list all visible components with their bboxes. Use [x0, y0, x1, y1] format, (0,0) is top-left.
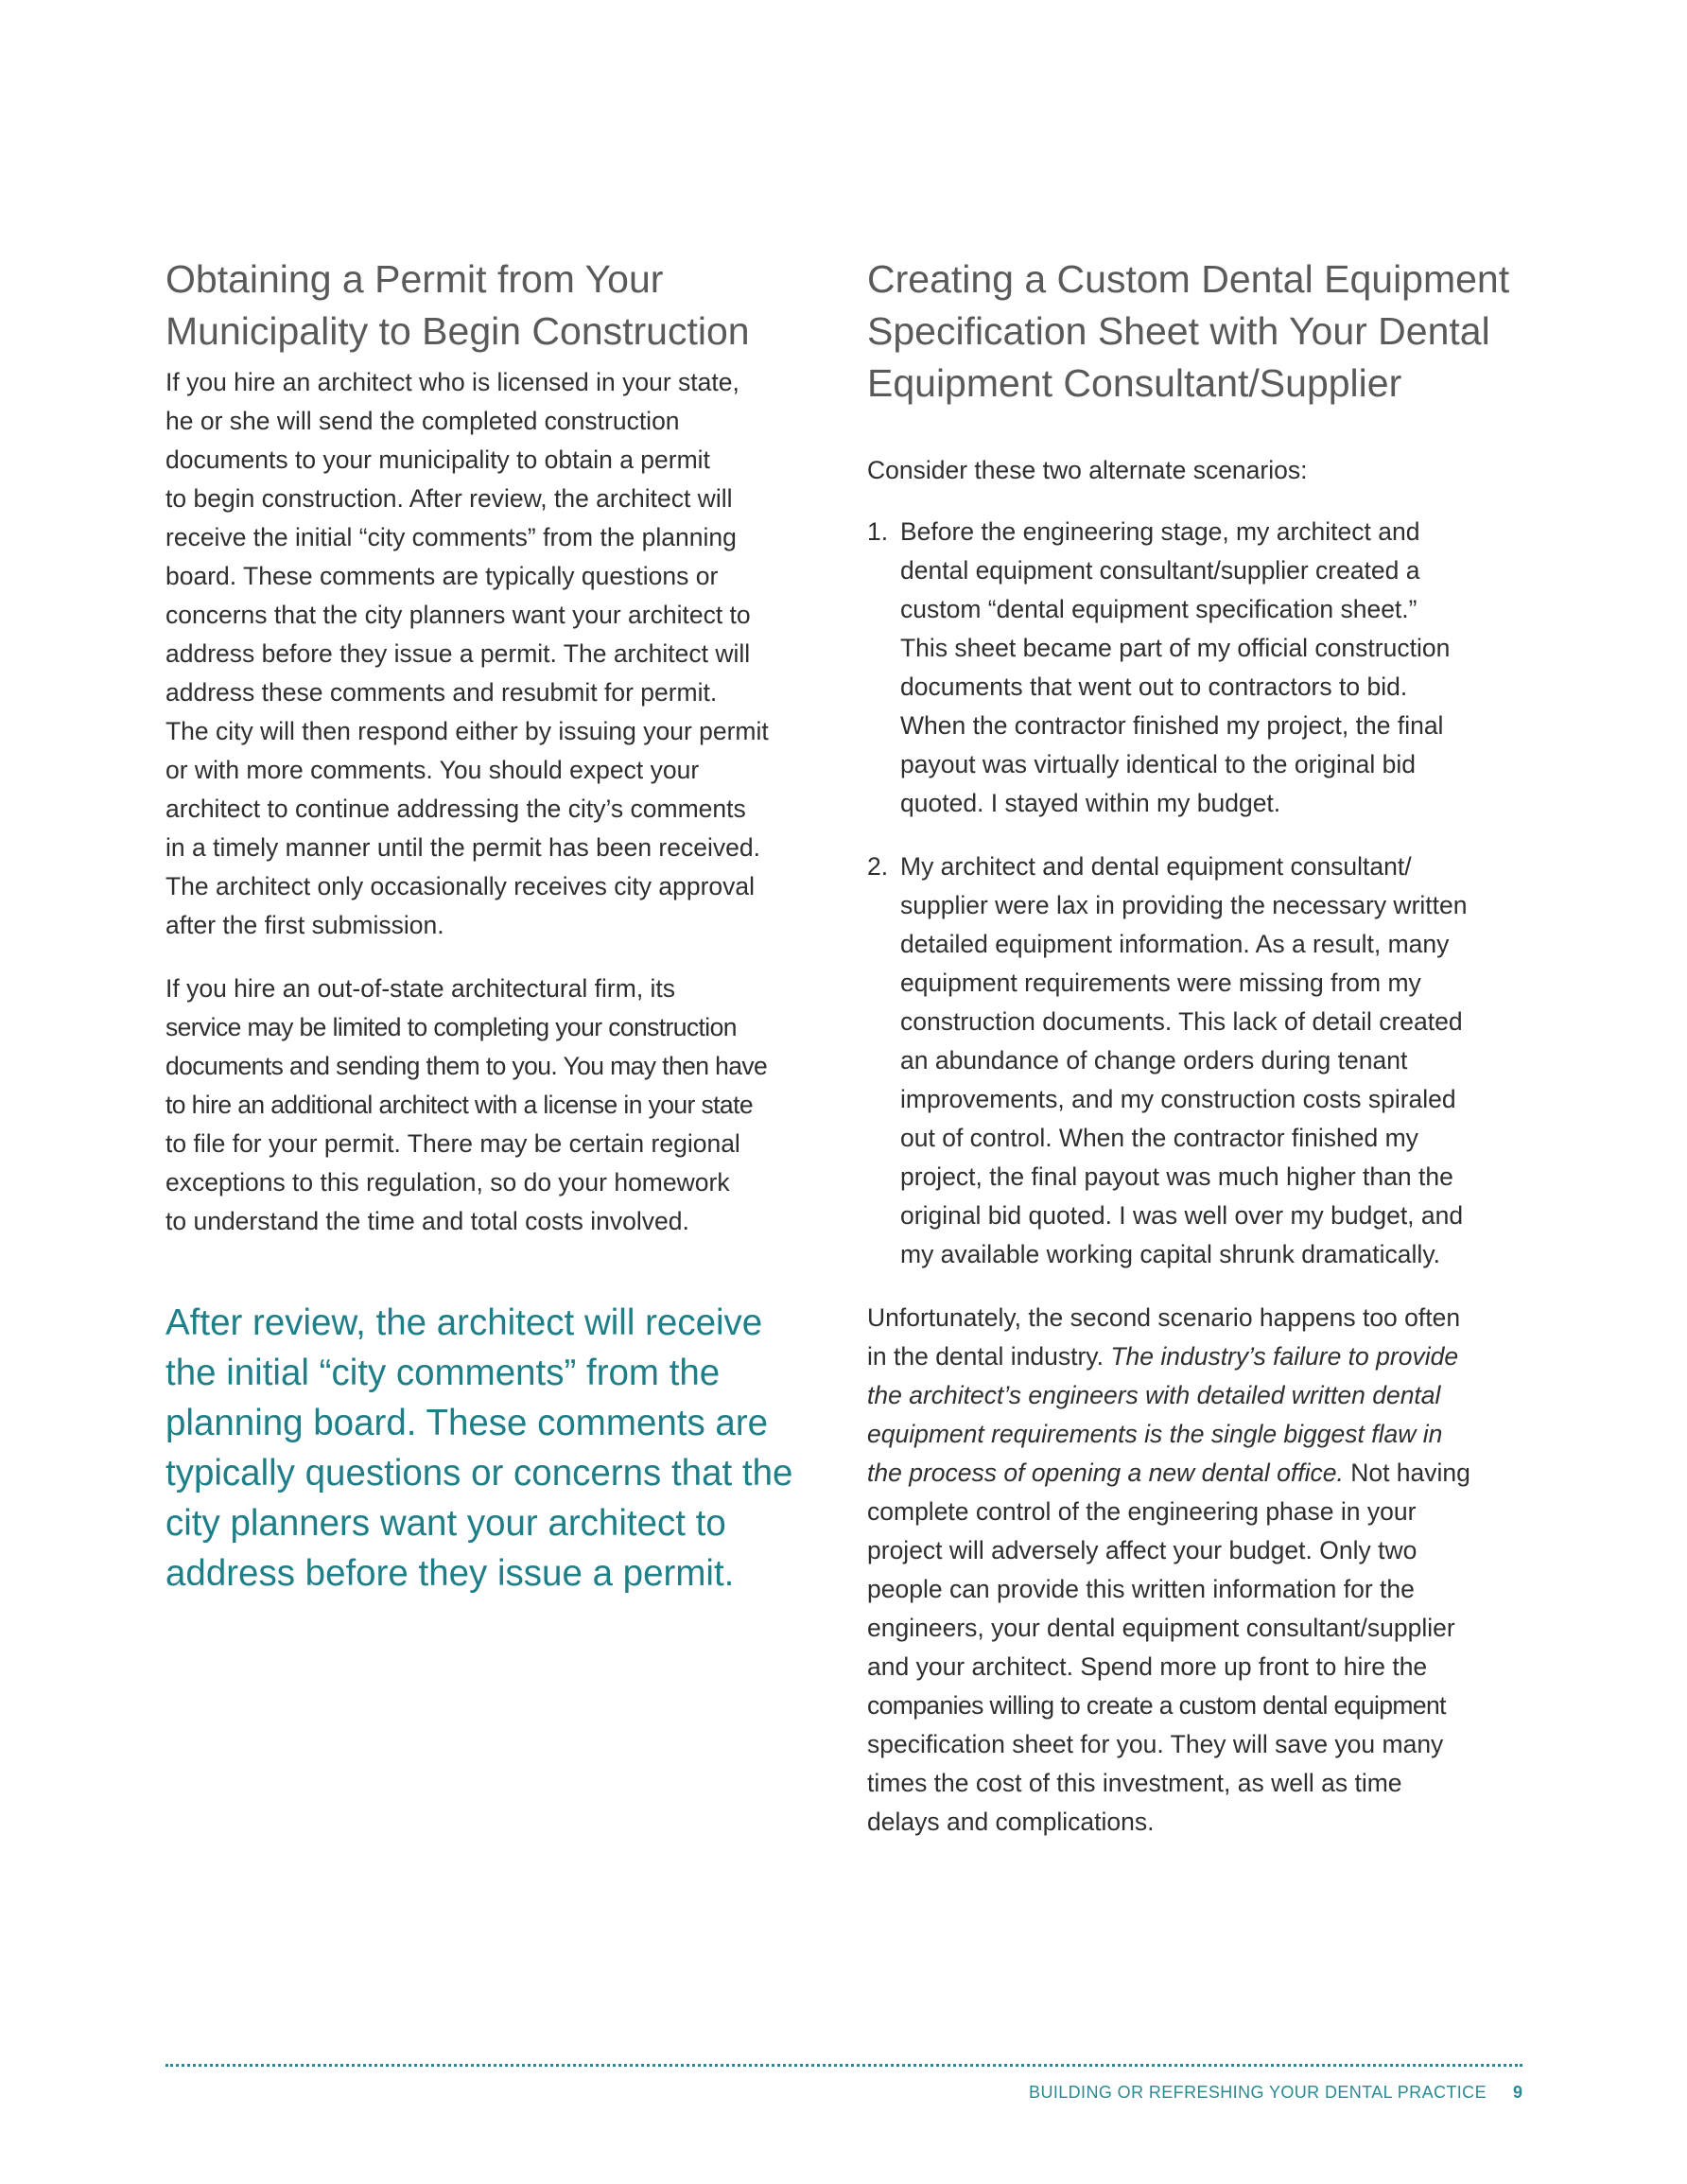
- text-line: after the first submission.: [165, 911, 444, 939]
- text-line: exceptions to this regulation, so do your homework: [165, 1168, 730, 1197]
- text-line: out of control. When the contractor finished my: [900, 1124, 1418, 1152]
- pull-quote: [165, 1298, 827, 1599]
- text-line: detailed equipment information. As a result, many: [900, 930, 1450, 958]
- text-line: engineers, your dental equipment consultant/supplier: [867, 1614, 1455, 1642]
- page-number: 9: [1512, 2083, 1522, 2102]
- text-run: Not having: [1343, 1459, 1470, 1487]
- left-heading: [165, 253, 827, 358]
- page-footer: [1029, 2081, 1522, 2104]
- text-line: This sheet became part of my official construction: [900, 634, 1451, 662]
- conclusion-paragraph: [867, 1299, 1529, 1842]
- text-line: The city will then respond either by issuing your permit: [165, 717, 769, 745]
- text-line: board. These comments are typically questions or: [165, 562, 719, 590]
- text-line: If you hire an out-of-state architectural firm, its: [165, 974, 676, 1003]
- text-line: project, the final payout was much higher than the: [900, 1162, 1453, 1191]
- text-line: service may be limited to completing your construction: [165, 1013, 737, 1041]
- list-item: [867, 513, 1529, 823]
- text-line: My architect and dental equipment consultant/: [900, 852, 1412, 881]
- heading-line: Obtaining a Permit from Your: [165, 257, 664, 301]
- left-column: [165, 253, 827, 1599]
- scenario-list: [867, 513, 1529, 1274]
- heading-line: Specification Sheet with Your Dental: [867, 309, 1490, 353]
- pull-quote-line: the initial “city comments” from the: [165, 1353, 721, 1393]
- heading-line: Equipment Consultant/Supplier: [867, 361, 1402, 405]
- pull-quote-line: planning board. These comments are: [165, 1403, 769, 1443]
- text-line: or with more comments. You should expect your: [165, 756, 700, 784]
- text-line: address before they issue a permit. The architect will: [165, 639, 751, 668]
- permit-paragraph-1: [165, 363, 827, 945]
- list-number: 1.: [867, 517, 889, 546]
- text-line: If you hire an architect who is licensed in your state,: [165, 368, 739, 396]
- text-line: people can provide this written information for the: [867, 1575, 1415, 1603]
- text-line: supplier were lax in providing the necessary written: [900, 891, 1468, 919]
- pull-quote-line: city planners want your architect to: [165, 1503, 726, 1544]
- right-column: [867, 253, 1529, 1842]
- text-line: in a timely manner until the permit has been received.: [165, 833, 760, 862]
- text-line: equipment requirements were missing from my: [900, 969, 1421, 997]
- text-line: When the contractor finished my project, the final: [900, 711, 1444, 740]
- text-line: times the cost of this investment, as well as time: [867, 1769, 1402, 1797]
- text-line: [867, 1454, 1529, 1493]
- text-line: to begin construction. After review, the architect will: [165, 484, 733, 513]
- right-heading: [867, 253, 1529, 410]
- pull-quote-line: typically questions or concerns that the: [165, 1453, 793, 1494]
- heading-line: Creating a Custom Dental Equipment: [867, 257, 1510, 301]
- emphasis-text: the architect’s engineers with detailed written dental: [867, 1381, 1441, 1409]
- text-line: an abundance of change orders during tenant: [900, 1046, 1408, 1075]
- text-line: quoted. I stayed within my budget.: [900, 789, 1281, 817]
- text-line: dental equipment consultant/supplier created a: [900, 556, 1420, 585]
- text-line: Before the engineering stage, my architect and: [900, 517, 1420, 546]
- text-line: project will adversely affect your budget. Only two: [867, 1536, 1417, 1564]
- text-line: receive the initial “city comments” from the planning: [165, 523, 737, 551]
- pull-quote-line: address before they issue a permit.: [165, 1553, 735, 1594]
- text-line: and your architect. Spend more up front to hire the: [867, 1652, 1428, 1681]
- text-line: complete control of the engineering phase in your: [867, 1497, 1417, 1526]
- text-line: to file for your permit. There may be certain regional: [165, 1129, 740, 1158]
- emphasis-text: the process of opening a new dental office.: [867, 1459, 1344, 1487]
- text-line: delays and complications.: [867, 1808, 1155, 1836]
- text-line: custom “dental equipment specification sheet.”: [900, 595, 1417, 623]
- heading-line: Municipality to Begin Construction: [165, 309, 750, 353]
- text-line: companies willing to create a custom dental equipment: [867, 1691, 1446, 1720]
- text-line: my available working capital shrunk dramatically.: [900, 1240, 1440, 1268]
- text-line: address these comments and resubmit for permit.: [165, 678, 718, 707]
- list-number: 2.: [867, 852, 889, 881]
- text-line: original bid quoted. I was well over my budget, and: [900, 1201, 1464, 1230]
- text-line: documents that went out to contractors to bid.: [900, 673, 1408, 701]
- text-run: in the dental industry.: [867, 1342, 1111, 1371]
- text-line: [867, 1337, 1529, 1376]
- text-line: concerns that the city planners want your architect to: [165, 601, 751, 629]
- list-item: [867, 847, 1529, 1274]
- text-line: specification sheet for you. They will save you many: [867, 1730, 1444, 1758]
- pull-quote-line: After review, the architect will receive: [165, 1302, 763, 1343]
- text-line: documents to your municipality to obtain a permit: [165, 446, 710, 474]
- text-line: The architect only occasionally receives city approval: [165, 872, 756, 900]
- text-line: construction documents. This lack of detail created: [900, 1007, 1463, 1036]
- text-line: documents and sending them to you. You may then have: [165, 1052, 768, 1080]
- text-line: Unfortunately, the second scenario happens too often: [867, 1303, 1461, 1332]
- footer-title: BUILDING OR REFRESHING YOUR DENTAL PRACTICE: [1029, 2083, 1487, 2102]
- text-line: to understand the time and total costs involved.: [165, 1207, 689, 1235]
- scenarios-intro: Consider these two alternate scenarios:: [867, 456, 1308, 484]
- text-line: he or she will send the completed construction: [165, 407, 680, 435]
- text-line: architect to continue addressing the city’s comments: [165, 795, 746, 823]
- emphasis-text: equipment requirements is the single biggest flaw in: [867, 1420, 1443, 1448]
- permit-paragraph-2: [165, 970, 827, 1241]
- footer-divider: [165, 2064, 1522, 2067]
- emphasis-text: The industry’s failure to provide: [1110, 1342, 1459, 1371]
- text-line: improvements, and my construction costs spiraled: [900, 1085, 1456, 1113]
- text-line: payout was virtually identical to the original bid: [900, 750, 1417, 778]
- text-line: to hire an additional architect with a license in your state: [165, 1091, 753, 1119]
